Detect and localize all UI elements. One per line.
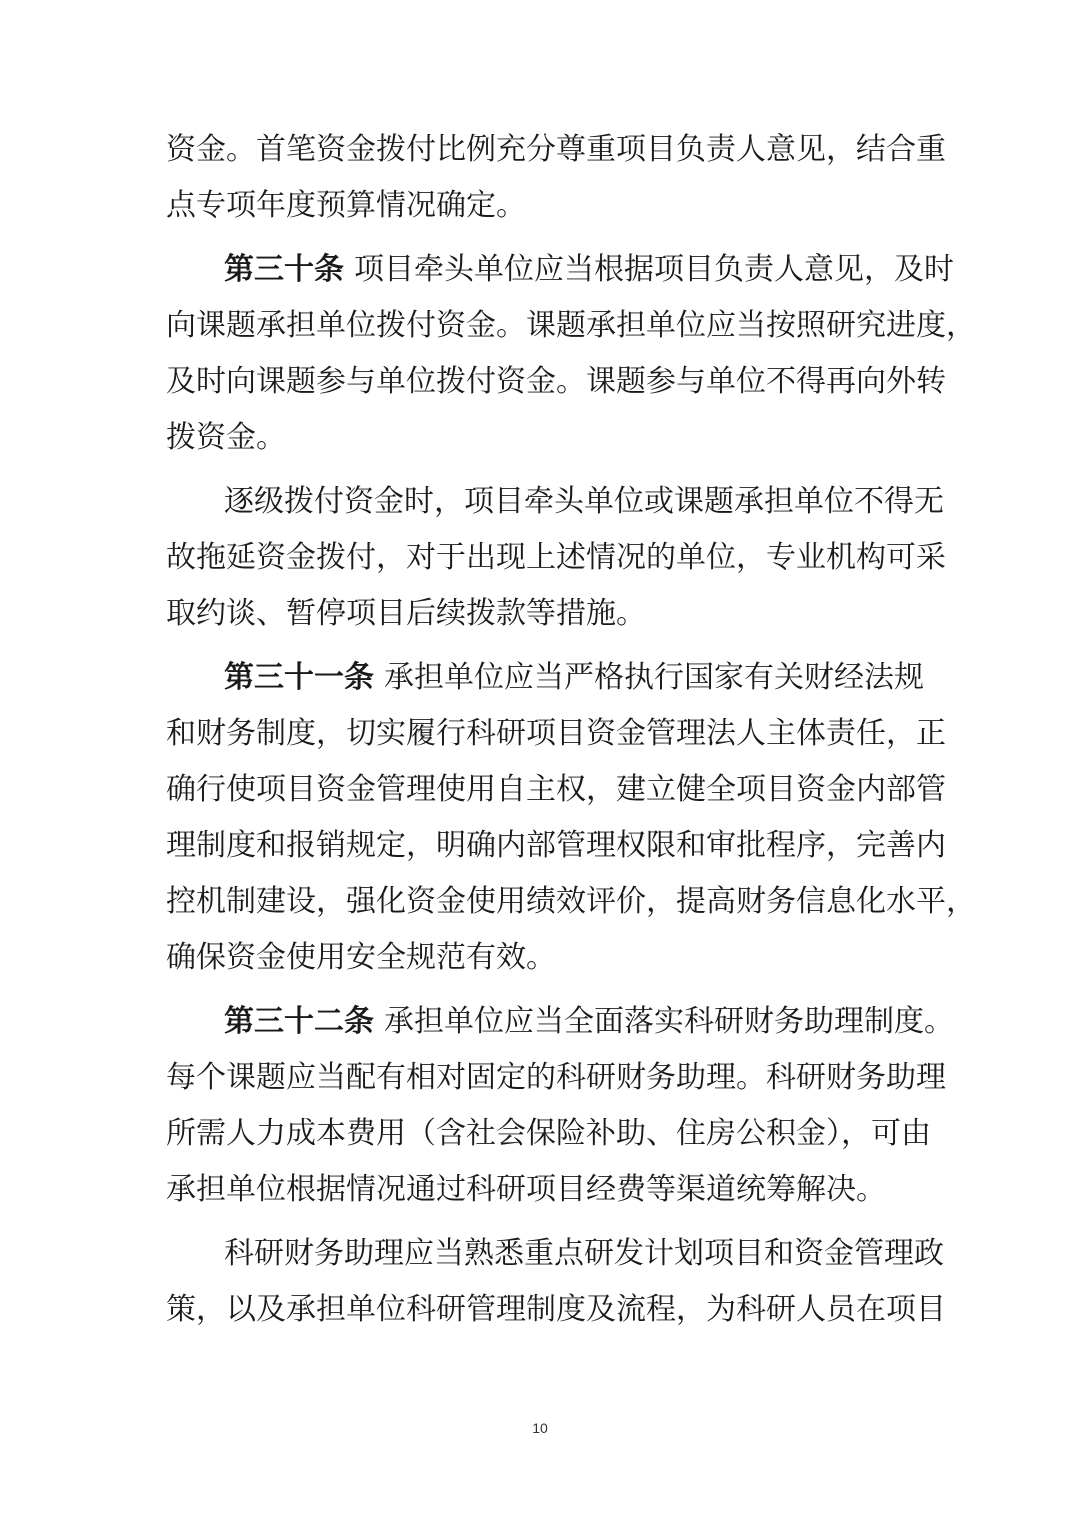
text-line: 点专项年度预算情况确定。 — [166, 188, 526, 223]
text-line: 所需人力成本费用（含社会保险补助、住房公积金），可由 — [166, 1116, 931, 1151]
article-text: 承担单位应当全面落实科研财务助理制度。 — [384, 1004, 954, 1039]
text-line: 确保资金使用安全规范有效。 — [166, 940, 556, 975]
text-line: 及时向课题参与单位拨付资金。课题参与单位不得再向外转 — [166, 364, 946, 399]
article-heading: 第三十一条 — [224, 660, 374, 695]
text-line: 向课题承担单位拨付资金。课题承担单位应当按照研究进度， — [166, 308, 976, 343]
text-line: 和财务制度，切实履行科研项目资金管理法人主体责任，正 — [166, 716, 946, 751]
article-heading: 第三十二条 — [224, 1004, 374, 1039]
text-line: 每个课题应当配有相对固定的科研财务助理。科研财务助理 — [166, 1060, 946, 1095]
document-body — [166, 122, 976, 1338]
text-line: 承担单位根据情况通过科研项目经费等渠道统筹解决。 — [166, 1172, 886, 1207]
text-line: 取约谈、暂停项目后续拨款等措施。 — [166, 596, 646, 631]
article-32-first-line — [166, 994, 954, 1050]
page-number: 10 — [532, 1420, 548, 1436]
article-30-first-line — [166, 242, 954, 298]
article-text: 承担单位应当严格执行国家有关财经法规 — [384, 660, 924, 695]
text-line: 故拖延资金拨付，对于出现上述情况的单位，专业机构可采 — [166, 540, 946, 575]
paragraph-first-line: 科研财务助理应当熟悉重点研发计划项目和资金管理政 — [224, 1236, 944, 1271]
paragraph-first-line: 逐级拨付资金时，项目牵头单位或课题承担单位不得无 — [224, 484, 944, 519]
article-heading: 第三十条 — [224, 252, 344, 287]
text-line: 确行使项目资金管理使用自主权，建立健全项目资金内部管 — [166, 772, 946, 807]
article-31-first-line — [166, 650, 924, 706]
text-line: 策，以及承担单位科研管理制度及流程，为科研人员在项目 — [166, 1292, 946, 1327]
article-text: 项目牵头单位应当根据项目负责人意见，及时 — [354, 252, 954, 287]
text-line: 资金。首笔资金拨付比例充分尊重项目负责人意见，结合重 — [166, 132, 946, 167]
text-line: 拨资金。 — [166, 420, 286, 455]
text-line: 控机制建设，强化资金使用绩效评价，提高财务信息化水平， — [166, 884, 976, 919]
text-line: 理制度和报销规定，明确内部管理权限和审批程序，完善内 — [166, 828, 946, 863]
